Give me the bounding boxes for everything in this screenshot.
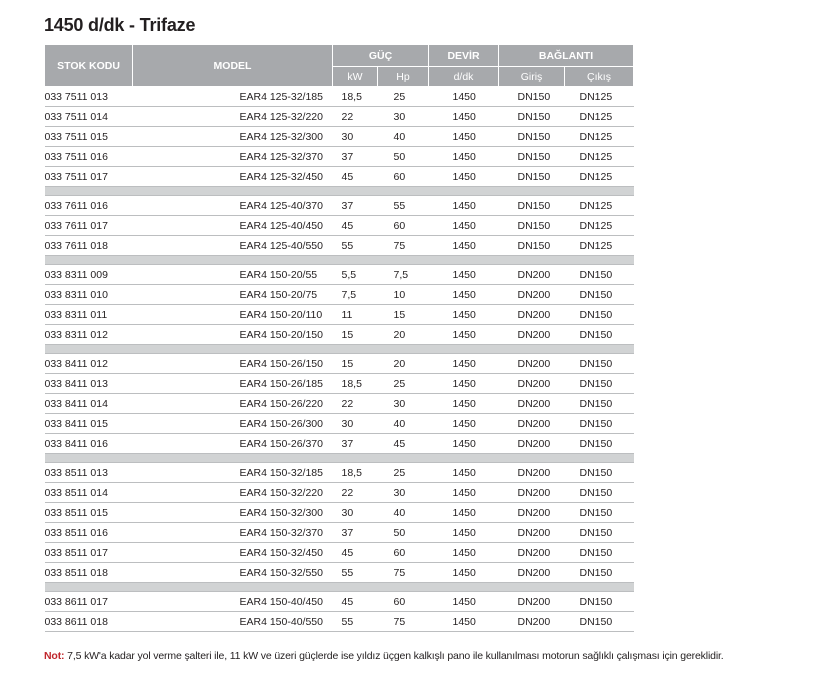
devir-cell: 1450 (429, 216, 499, 236)
stok-kodu-cell: 033 8311 011 (45, 305, 133, 325)
giris-cell: DN200 (499, 285, 565, 305)
giris-cell: DN200 (499, 265, 565, 285)
hp-cell: 75 (378, 236, 429, 256)
devir-cell: 1450 (429, 463, 499, 483)
kw-cell: 18,5 (333, 374, 378, 394)
cikis-cell: DN150 (565, 394, 634, 414)
footnote-label: Not: (44, 650, 65, 662)
cikis-cell: DN150 (565, 523, 634, 543)
devir-cell: 1450 (429, 127, 499, 147)
kw-cell: 55 (333, 236, 378, 256)
model-cell: EAR4 125-40/370 (133, 196, 333, 216)
group-separator (45, 583, 634, 592)
table-row (45, 325, 634, 345)
kw-cell: 45 (333, 543, 378, 563)
model-cell: EAR4 150-26/185 (133, 374, 333, 394)
devir-cell: 1450 (429, 196, 499, 216)
header-cikis: Çıkış (565, 67, 634, 87)
group-separator-cell (45, 454, 634, 463)
stok-kodu-cell: 033 8411 014 (45, 394, 133, 414)
stok-kodu-cell: 033 8411 015 (45, 414, 133, 434)
hp-cell: 20 (378, 325, 429, 345)
cikis-cell: DN150 (565, 305, 634, 325)
devir-cell: 1450 (429, 394, 499, 414)
stok-kodu-cell: 033 8311 012 (45, 325, 133, 345)
model-cell: EAR4 150-26/300 (133, 414, 333, 434)
stok-kodu-cell: 033 8511 015 (45, 503, 133, 523)
giris-cell: DN200 (499, 523, 565, 543)
table-row (45, 483, 634, 503)
devir-cell: 1450 (429, 354, 499, 374)
model-cell: EAR4 125-32/220 (133, 107, 333, 127)
header-model: MODEL (133, 45, 333, 87)
kw-cell: 45 (333, 592, 378, 612)
cikis-cell: DN150 (565, 374, 634, 394)
giris-cell: DN200 (499, 592, 565, 612)
hp-cell: 7,5 (378, 265, 429, 285)
kw-cell: 7,5 (333, 285, 378, 305)
table-row (45, 354, 634, 374)
cikis-cell: DN150 (565, 354, 634, 374)
stok-kodu-cell: 033 7511 017 (45, 167, 133, 187)
cikis-cell: DN150 (565, 563, 634, 583)
cikis-cell: DN150 (565, 285, 634, 305)
giris-cell: DN150 (499, 127, 565, 147)
kw-cell: 22 (333, 483, 378, 503)
kw-cell: 22 (333, 394, 378, 414)
giris-cell: DN200 (499, 503, 565, 523)
devir-cell: 1450 (429, 434, 499, 454)
kw-cell: 45 (333, 167, 378, 187)
cikis-cell: DN125 (565, 196, 634, 216)
cikis-cell: DN125 (565, 87, 634, 107)
hp-cell: 40 (378, 414, 429, 434)
hp-cell: 25 (378, 87, 429, 107)
hp-cell: 25 (378, 374, 429, 394)
giris-cell: DN150 (499, 167, 565, 187)
spec-table (44, 44, 634, 632)
giris-cell: DN150 (499, 107, 565, 127)
giris-cell: DN200 (499, 563, 565, 583)
stok-kodu-cell: 033 8311 010 (45, 285, 133, 305)
group-separator (45, 345, 634, 354)
hp-cell: 50 (378, 523, 429, 543)
kw-cell: 30 (333, 414, 378, 434)
cikis-cell: DN125 (565, 167, 634, 187)
group-separator (45, 187, 634, 196)
kw-cell: 55 (333, 612, 378, 632)
table-row (45, 523, 634, 543)
header-devir: DEVİR (429, 45, 499, 67)
table-row (45, 236, 634, 256)
stok-kodu-cell: 033 8411 012 (45, 354, 133, 374)
model-cell: EAR4 125-32/185 (133, 87, 333, 107)
table-row (45, 503, 634, 523)
header-kw: kW (333, 67, 378, 87)
giris-cell: DN200 (499, 354, 565, 374)
table-row (45, 305, 634, 325)
cikis-cell: DN150 (565, 414, 634, 434)
group-separator (45, 454, 634, 463)
hp-cell: 20 (378, 354, 429, 374)
page-title: 1450 d/dk - Trifaze (44, 15, 196, 35)
kw-cell: 30 (333, 127, 378, 147)
cikis-cell: DN125 (565, 236, 634, 256)
devir-cell: 1450 (429, 265, 499, 285)
kw-cell: 37 (333, 196, 378, 216)
kw-cell: 11 (333, 305, 378, 325)
table-row (45, 147, 634, 167)
cikis-cell: DN125 (565, 147, 634, 167)
kw-cell: 18,5 (333, 463, 378, 483)
kw-cell: 30 (333, 503, 378, 523)
cikis-cell: DN150 (565, 503, 634, 523)
model-cell: EAR4 150-32/370 (133, 523, 333, 543)
stok-kodu-cell: 033 8611 018 (45, 612, 133, 632)
table-body (45, 87, 634, 632)
hp-cell: 50 (378, 147, 429, 167)
model-cell: EAR4 125-40/550 (133, 236, 333, 256)
table-row (45, 414, 634, 434)
devir-cell: 1450 (429, 543, 499, 563)
hp-cell: 60 (378, 592, 429, 612)
giris-cell: DN200 (499, 543, 565, 563)
kw-cell: 15 (333, 325, 378, 345)
table-row (45, 434, 634, 454)
model-cell: EAR4 150-26/220 (133, 394, 333, 414)
stok-kodu-cell: 033 8411 013 (45, 374, 133, 394)
giris-cell: DN200 (499, 325, 565, 345)
stok-kodu-cell: 033 8511 017 (45, 543, 133, 563)
hp-cell: 60 (378, 543, 429, 563)
table-row (45, 216, 634, 236)
stok-kodu-cell: 033 8511 014 (45, 483, 133, 503)
table-row (45, 463, 634, 483)
hp-cell: 75 (378, 612, 429, 632)
giris-cell: DN200 (499, 394, 565, 414)
cikis-cell: DN150 (565, 463, 634, 483)
hp-cell: 15 (378, 305, 429, 325)
footnote-text: 7,5 kW'a kadar yol verme şalteri ile, 11 kW ve üzeri güçlerde ise yıldız üçgen kalkışlı pano ile kullanılması motorun sağlıklı çalışması için gereklidir. (64, 650, 724, 662)
stok-kodu-cell: 033 7511 013 (45, 87, 133, 107)
header-baglanti: BAĞLANTI (499, 45, 634, 67)
model-cell: EAR4 125-32/370 (133, 147, 333, 167)
model-cell: EAR4 150-32/550 (133, 563, 333, 583)
kw-cell: 22 (333, 107, 378, 127)
model-cell: EAR4 150-32/185 (133, 463, 333, 483)
giris-cell: DN150 (499, 196, 565, 216)
kw-cell: 5,5 (333, 265, 378, 285)
devir-cell: 1450 (429, 285, 499, 305)
stok-kodu-cell: 033 7511 014 (45, 107, 133, 127)
header-guc: GÜÇ (333, 45, 429, 67)
hp-cell: 30 (378, 394, 429, 414)
table-row (45, 612, 634, 632)
stok-kodu-cell: 033 8311 009 (45, 265, 133, 285)
hp-cell: 10 (378, 285, 429, 305)
devir-cell: 1450 (429, 483, 499, 503)
header-stok-kodu: STOK KODU (45, 45, 133, 87)
stok-kodu-cell: 033 8511 018 (45, 563, 133, 583)
stok-kodu-cell: 033 7611 017 (45, 216, 133, 236)
giris-cell: DN150 (499, 87, 565, 107)
table-row (45, 265, 634, 285)
devir-cell: 1450 (429, 374, 499, 394)
stok-kodu-cell: 033 7511 015 (45, 127, 133, 147)
model-cell: EAR4 150-26/370 (133, 434, 333, 454)
stok-kodu-cell: 033 7511 016 (45, 147, 133, 167)
kw-cell: 37 (333, 523, 378, 543)
cikis-cell: DN150 (565, 592, 634, 612)
model-cell: EAR4 150-26/150 (133, 354, 333, 374)
stok-kodu-cell: 033 7611 016 (45, 196, 133, 216)
hp-cell: 40 (378, 127, 429, 147)
model-cell: EAR4 125-32/450 (133, 167, 333, 187)
giris-cell: DN150 (499, 216, 565, 236)
table-row (45, 285, 634, 305)
header-ddk: d/dk (429, 67, 499, 87)
hp-cell: 30 (378, 107, 429, 127)
group-separator-cell (45, 583, 634, 592)
devir-cell: 1450 (429, 523, 499, 543)
stok-kodu-cell: 033 8611 017 (45, 592, 133, 612)
cikis-cell: DN125 (565, 127, 634, 147)
table-row (45, 167, 634, 187)
hp-cell: 75 (378, 563, 429, 583)
kw-cell: 45 (333, 216, 378, 236)
model-cell: EAR4 150-20/150 (133, 325, 333, 345)
kw-cell: 15 (333, 354, 378, 374)
hp-cell: 25 (378, 463, 429, 483)
model-cell: EAR4 150-32/220 (133, 483, 333, 503)
cikis-cell: DN150 (565, 483, 634, 503)
devir-cell: 1450 (429, 305, 499, 325)
model-cell: EAR4 150-20/75 (133, 285, 333, 305)
hp-cell: 40 (378, 503, 429, 523)
hp-cell: 60 (378, 216, 429, 236)
kw-cell: 55 (333, 563, 378, 583)
table-row (45, 87, 634, 107)
table-row (45, 592, 634, 612)
devir-cell: 1450 (429, 87, 499, 107)
model-cell: EAR4 150-20/55 (133, 265, 333, 285)
group-separator-cell (45, 345, 634, 354)
devir-cell: 1450 (429, 563, 499, 583)
header-hp: Hp (378, 67, 429, 87)
devir-cell: 1450 (429, 236, 499, 256)
devir-cell: 1450 (429, 612, 499, 632)
model-cell: EAR4 150-20/110 (133, 305, 333, 325)
giris-cell: DN200 (499, 414, 565, 434)
devir-cell: 1450 (429, 147, 499, 167)
hp-cell: 55 (378, 196, 429, 216)
cikis-cell: DN150 (565, 543, 634, 563)
footnote (44, 650, 724, 662)
model-cell: EAR4 125-32/300 (133, 127, 333, 147)
devir-cell: 1450 (429, 592, 499, 612)
stok-kodu-cell: 033 7611 018 (45, 236, 133, 256)
devir-cell: 1450 (429, 414, 499, 434)
hp-cell: 45 (378, 434, 429, 454)
giris-cell: DN200 (499, 612, 565, 632)
devir-cell: 1450 (429, 503, 499, 523)
model-cell: EAR4 125-40/450 (133, 216, 333, 236)
table-row (45, 394, 634, 414)
table-row (45, 196, 634, 216)
giris-cell: DN150 (499, 147, 565, 167)
table-row (45, 563, 634, 583)
cikis-cell: DN150 (565, 612, 634, 632)
stok-kodu-cell: 033 8511 013 (45, 463, 133, 483)
giris-cell: DN200 (499, 463, 565, 483)
table-row (45, 107, 634, 127)
kw-cell: 37 (333, 434, 378, 454)
kw-cell: 18,5 (333, 87, 378, 107)
model-cell: EAR4 150-32/300 (133, 503, 333, 523)
giris-cell: DN200 (499, 483, 565, 503)
devir-cell: 1450 (429, 167, 499, 187)
giris-cell: DN200 (499, 305, 565, 325)
model-cell: EAR4 150-40/450 (133, 592, 333, 612)
group-separator (45, 256, 634, 265)
giris-cell: DN200 (499, 374, 565, 394)
hp-cell: 30 (378, 483, 429, 503)
model-cell: EAR4 150-32/450 (133, 543, 333, 563)
kw-cell: 37 (333, 147, 378, 167)
stok-kodu-cell: 033 8511 016 (45, 523, 133, 543)
cikis-cell: DN150 (565, 265, 634, 285)
devir-cell: 1450 (429, 107, 499, 127)
group-separator-cell (45, 187, 634, 196)
stok-kodu-cell: 033 8411 016 (45, 434, 133, 454)
table-row (45, 543, 634, 563)
table-row (45, 127, 634, 147)
table-row (45, 374, 634, 394)
hp-cell: 60 (378, 167, 429, 187)
cikis-cell: DN125 (565, 107, 634, 127)
cikis-cell: DN150 (565, 434, 634, 454)
giris-cell: DN200 (499, 434, 565, 454)
cikis-cell: DN125 (565, 216, 634, 236)
giris-cell: DN150 (499, 236, 565, 256)
devir-cell: 1450 (429, 325, 499, 345)
model-cell: EAR4 150-40/550 (133, 612, 333, 632)
cikis-cell: DN150 (565, 325, 634, 345)
group-separator-cell (45, 256, 634, 265)
header-giris: Giriş (499, 67, 565, 87)
table-header (45, 45, 634, 87)
